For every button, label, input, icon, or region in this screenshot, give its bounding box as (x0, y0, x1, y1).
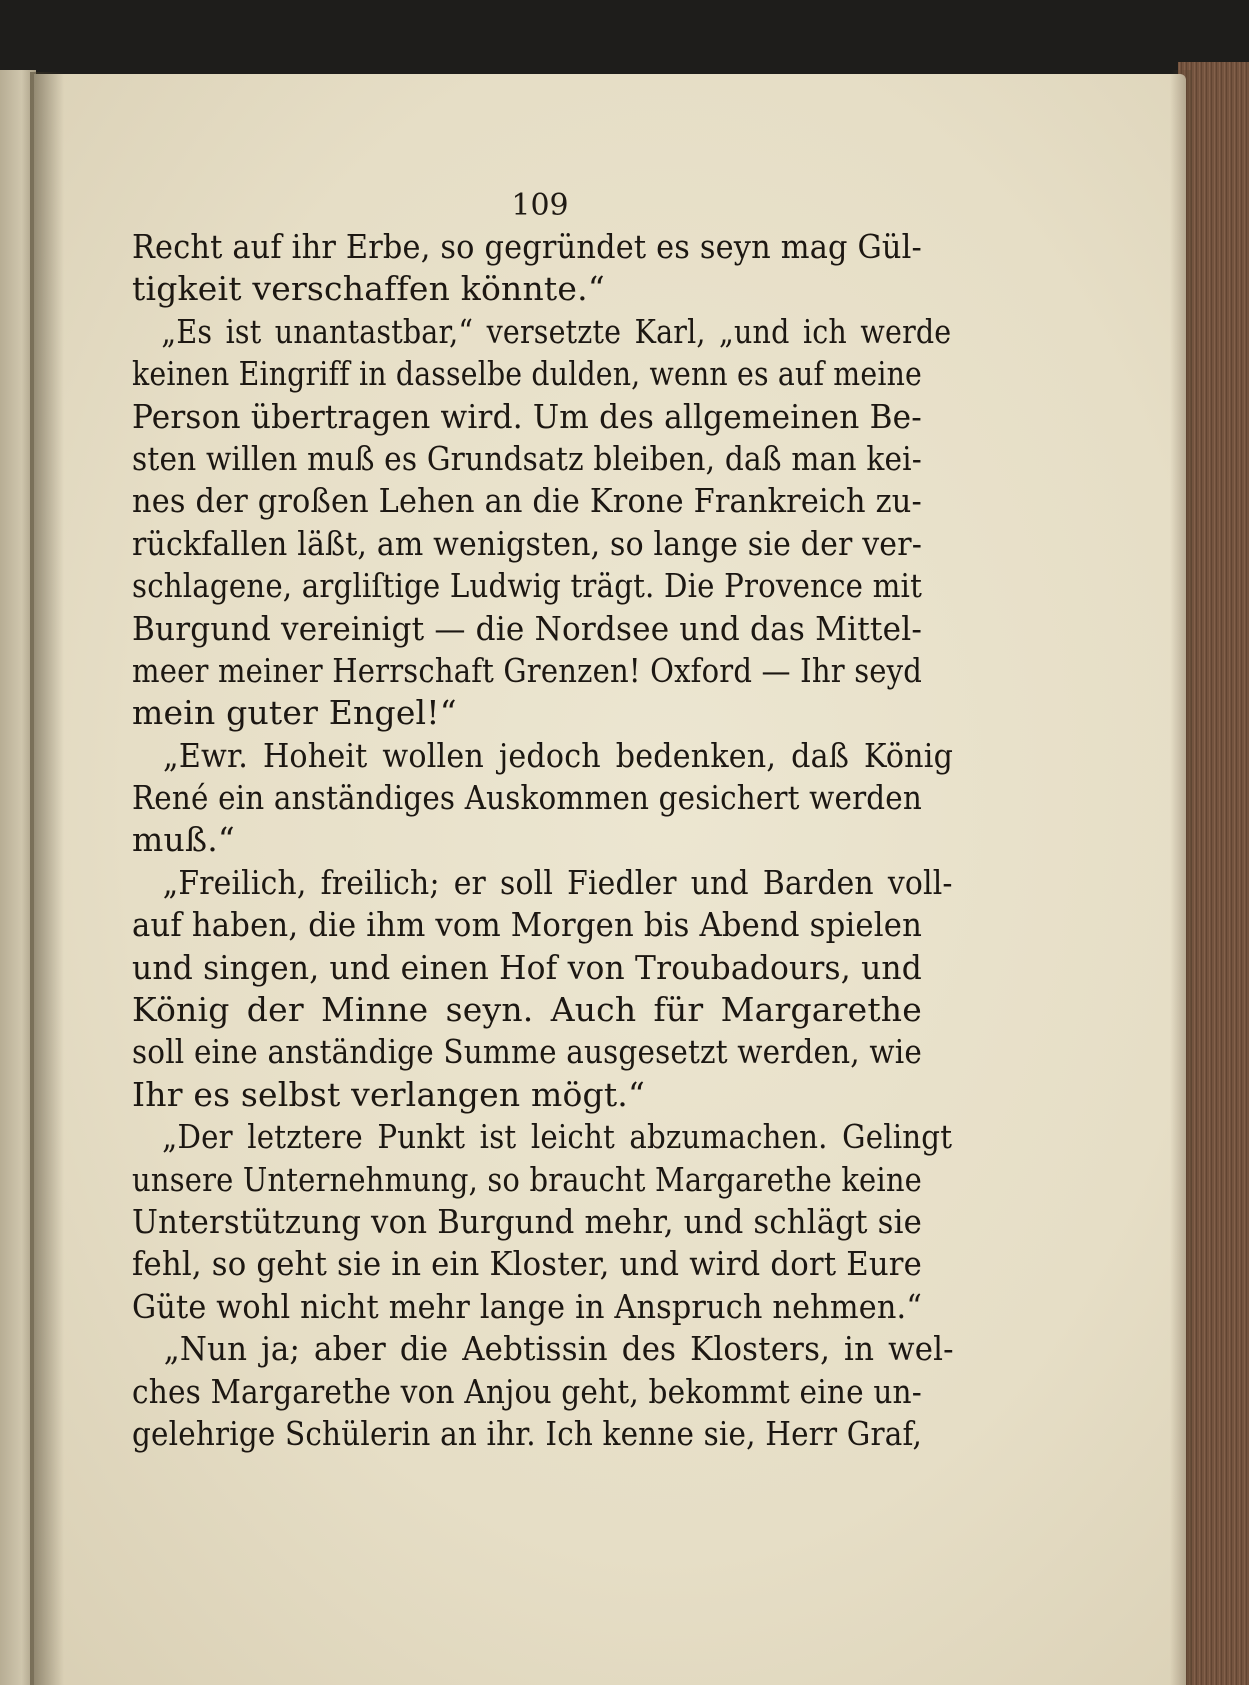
text-line: „Ewr. Hoheit wollen jedoch bedenken, daß König (163, 735, 954, 775)
text-line: unsere Unternehmung, so braucht Margarethe keine (132, 1159, 923, 1199)
text-line: meer meiner Herrschaft Grenzen! Oxford — Ihr seyd (132, 650, 923, 690)
text-line: René ein anständiges Auskommen gesichert werden (132, 778, 922, 818)
page-edge-shadow (1170, 70, 1192, 1685)
text-line: mein guter Engel!“ (132, 693, 457, 733)
text-line: Güte wohl nicht mehr lange in Anspruch nehmen.“ (132, 1286, 923, 1326)
text-line: Unterstützung von Burgund mehr, und schlägt sie (132, 1201, 922, 1241)
scan-background (0, 0, 1249, 78)
text-line: schlagene, argliſtige Ludwig trägt. Die Provence mit (132, 566, 923, 606)
text-line: gelehrige Schülerin an ihr. Ich kenne sie, Herr Graf, (132, 1413, 923, 1453)
page-number: 109 (511, 188, 569, 223)
text-line: Recht auf ihr Erbe, so gegründet es seyn mag Gül- (132, 227, 923, 266)
gutter-shadow (30, 72, 64, 1685)
text-line: nes der großen Lehen an die Krone Frankreich zu- (132, 481, 922, 521)
text-line: „Freilich, freilich; er soll Fiedler und Barden voll- (162, 862, 953, 902)
text-line: König der Minne seyn. Auch für Margarethe (132, 990, 922, 1030)
text-line: Ihr es selbst verlangen mögt.“ (132, 1074, 646, 1114)
text-line: und singen, und einen Hof von Troubadours, und (132, 947, 923, 987)
text-line: „Nun ja; aber die Aebtissin des Klosters, in wel- (163, 1329, 954, 1369)
text-line: ches Margarethe von Anjou geht, bekommt eine un- (132, 1371, 922, 1411)
text-line: fehl, so geht sie in ein Kloster, und wird dort Eure (132, 1244, 923, 1284)
text-line: tigkeit verschaffen könnte.“ (132, 269, 605, 309)
text-line: muß.“ (132, 820, 235, 860)
text-line: Burgund vereinigt — die Nordsee und das Mittel- (132, 608, 923, 648)
text-line: Person übertragen wird. Um des allgemeinen Be- (132, 396, 922, 436)
text-line: „Es ist unantastbar,“ versetzte Karl, „und ich werde (161, 311, 952, 351)
text-line: sten willen muß es Grundsatz bleiben, daß man kei- (132, 438, 923, 478)
text-line: soll eine anständige Summe ausgesetzt werden, wie (132, 1032, 922, 1072)
text-line: „Der letztere Punkt ist leicht abzumachen. Gelingt (162, 1117, 953, 1157)
text-line: keinen Eingriff in dasselbe dulden, wenn es auf meine (132, 354, 922, 394)
text-line: rückfallen läßt, am wenigsten, so lange sie der ver- (132, 523, 923, 563)
body-text (132, 226, 954, 1455)
text-line: auf haben, die ihm vom Morgen bis Abend spielen (132, 905, 923, 945)
